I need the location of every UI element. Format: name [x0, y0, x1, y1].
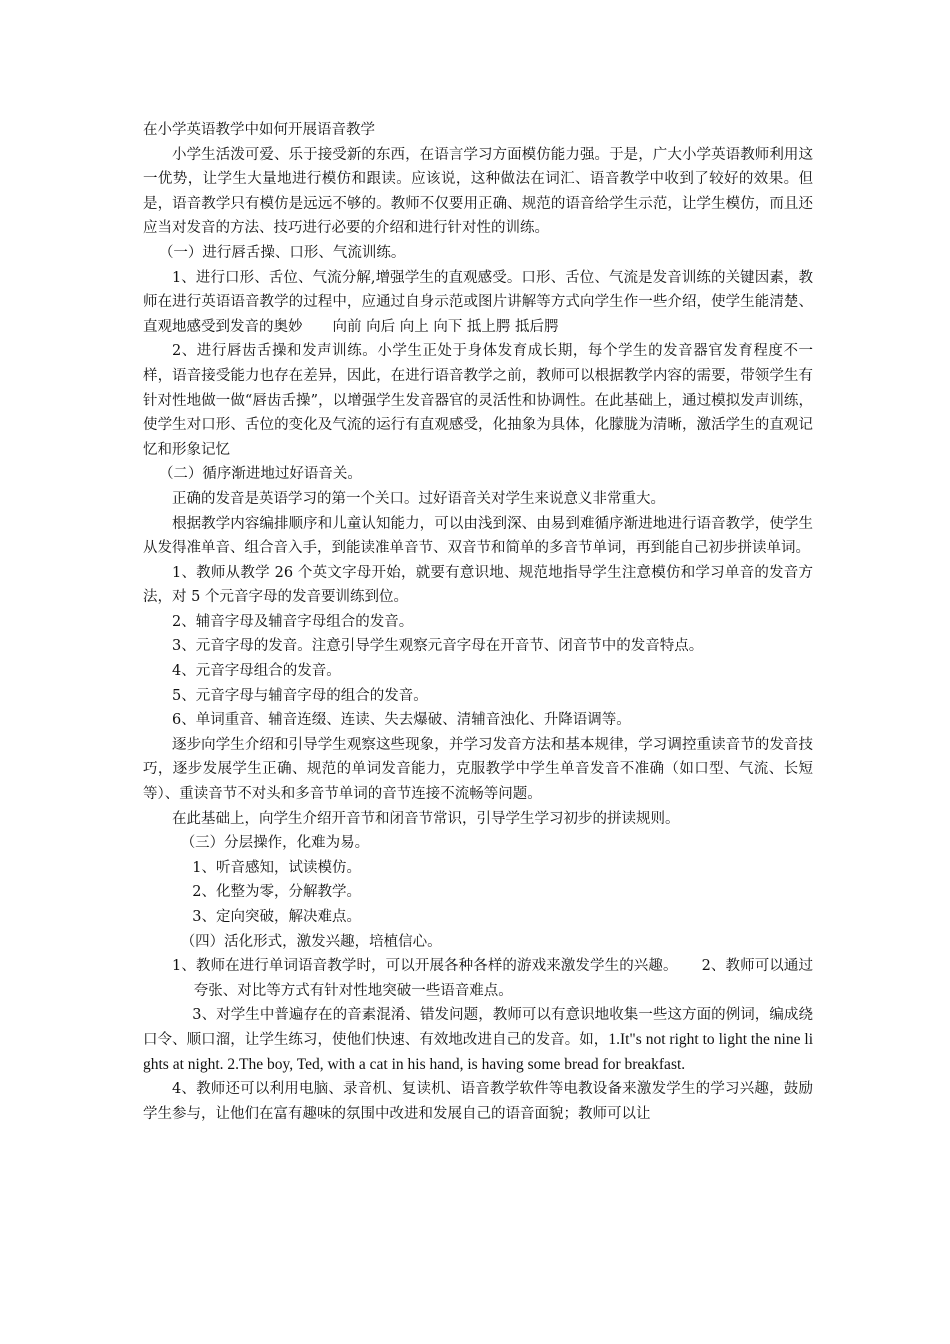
section4-p1-b: 2、教师可以通过夸张、对比等方式有针对性地突破一些语音难点。: [193, 958, 813, 999]
section4-p3-en: 1.It"s not right to light the nine lights at night. 2.The boy, Ted, with a cat in his hand, is having some bread for breakfast.: [143, 1030, 814, 1073]
section2-item-4: 4、元音字母组合的发音。: [172, 663, 341, 680]
section2-item-2: 2、辅音字母及辅音字母组合的发音。: [172, 613, 414, 630]
intro-paragraph: 小学生活泼可爱、乐于接受新的东西，在语言学习方面模仿能力强。于是，广大小学英语教师利用这一优势，让学生大量地进行模仿和跟读。应该说，这种做法在词汇、语音教学中收到了较好的效果。但是，语音教学只有模仿是远远不够的。教师不仅要用正确、规范的语音给学生示范，让学生模仿，而且还应当对发音的方法、技巧进行必要的介绍和进行针对性的训练。: [143, 146, 813, 237]
section1-paragraph-2: 2、进行唇齿舌操和发声训练。小学生正处于身体发育成长期，每个学生的发音器官发育程度不一样，语音接受能力也存在差异，因此，在进行语音教学之前，教师可以根据教学内容的需要，带领学生有针对性地做一做“唇齿舌操”，以增强学生发音器官的灵活性和协调性。在此基础上，通过模拟发声训练，使学生对口形、舌位的变化及气流的运行有直观感受，化抽象为具体，化朦胧为清晰，激活学生的直观记忆和形象记忆: [143, 343, 813, 458]
section2-paragraph-1: 正确的发音是英语学习的第一个关口。过好语音关对学生来说意义非常重大。: [172, 490, 665, 507]
section2-item-5: 5、元音字母与辅音字母的组合的发音。: [172, 687, 428, 704]
section2-paragraph-2: 根据教学内容编排顺序和儿童认知能力，可以由浅到深、由易到难循序渐进地进行语音教学，使学生从发得准单音、组合音入手，到能读准单音节、双音节和简单的多音节单词，再到能自己初步拼读单词。: [143, 515, 813, 557]
section2-paragraph-3: 逐步向学生介绍和引导学生观察这些现象，并学习发音方法和基本规律，学习调控重读音节的发音技巧，逐步发展学生正确、规范的单词发音能力，克服教学中学生单音发音不准确（如口型、气流、长短等）、重读音节不对头和多音节单词的音节连接不流畅等问题。: [143, 736, 813, 803]
section1-heading: （一）进行唇舌操、口形、气流训练。: [158, 244, 406, 261]
section4-heading: （四）活化形式，激发兴趣，培植信心。: [180, 933, 442, 950]
document-page: [143, 118, 813, 1126]
section3-heading: （三）分层操作，化难为易。: [180, 835, 370, 852]
section2-item-1: 1、教师从教学 26 个英文字母开始，就要有意识地、规范地指导学生注意模仿和学习单音的发音方法，对 5 个元音字母的发音要训练到位。: [143, 564, 813, 606]
section4-p1-a: 1、教师在进行单词语音教学时，可以开展各种各样的游戏来激发学生的兴趣。: [172, 958, 678, 975]
section4-paragraph-3: [143, 1003, 813, 1077]
section3-item-2: 2、化整为零，分解教学。: [192, 884, 362, 901]
section1-p1-main: 1、进行口形、舌位、气流分解,增强学生的直观感受。口形、舌位、气流是发音训练的关键因素，教师在进行英语语音教学的过程中，应通过自身示范或图片讲解等方式向学生作一些介绍，使学生能清楚、直观地感受到发音的奥妙: [143, 269, 813, 335]
section4-p3-cn: 3、对学生中普遍存在的音素混淆、错发问题，教师可以有意识地收集一些这方面的例词，编成绕口令、顺口溜，让学生练习，使他们快速、有效地改进自己的发音。如，: [143, 1007, 813, 1048]
section1-paragraph-1: [143, 266, 813, 340]
section2-heading: （二）循序渐进地过好语音关。: [158, 466, 362, 483]
section3-item-1: 1、听音感知，试读模仿。: [192, 859, 362, 876]
section4-paragraph-4: 4、教师还可以利用电脑、录音机、复读机、语音教学软件等电教设备来激发学生的学习兴趣，鼓励学生参与，让他们在富有趣味的氛围中改进和发展自己的语音面貌；教师可以让: [143, 1081, 813, 1122]
section4-paragraph-1: [143, 954, 813, 1003]
section2-item-6: 6、单词重音、辅音连缀、连读、失去爆破、清辅音浊化、升降语调等。: [172, 712, 631, 729]
section2-paragraph-4: 在此基础上，向学生介绍开音节和闭音节常识，引导学生学习初步的拼读规则。: [172, 810, 680, 827]
section1-p1-tail: 向前 向后 向上 向下 抵上腭 抵后腭: [332, 318, 559, 335]
section2-item-3: 3、元音字母的发音。注意引导学生观察元音字母在开音节、闭音节中的发音特点。: [172, 638, 704, 655]
document-title: 在小学英语教学中如何开展语音教学: [143, 122, 375, 138]
section3-item-3: 3、定向突破，解决难点。: [192, 909, 362, 925]
